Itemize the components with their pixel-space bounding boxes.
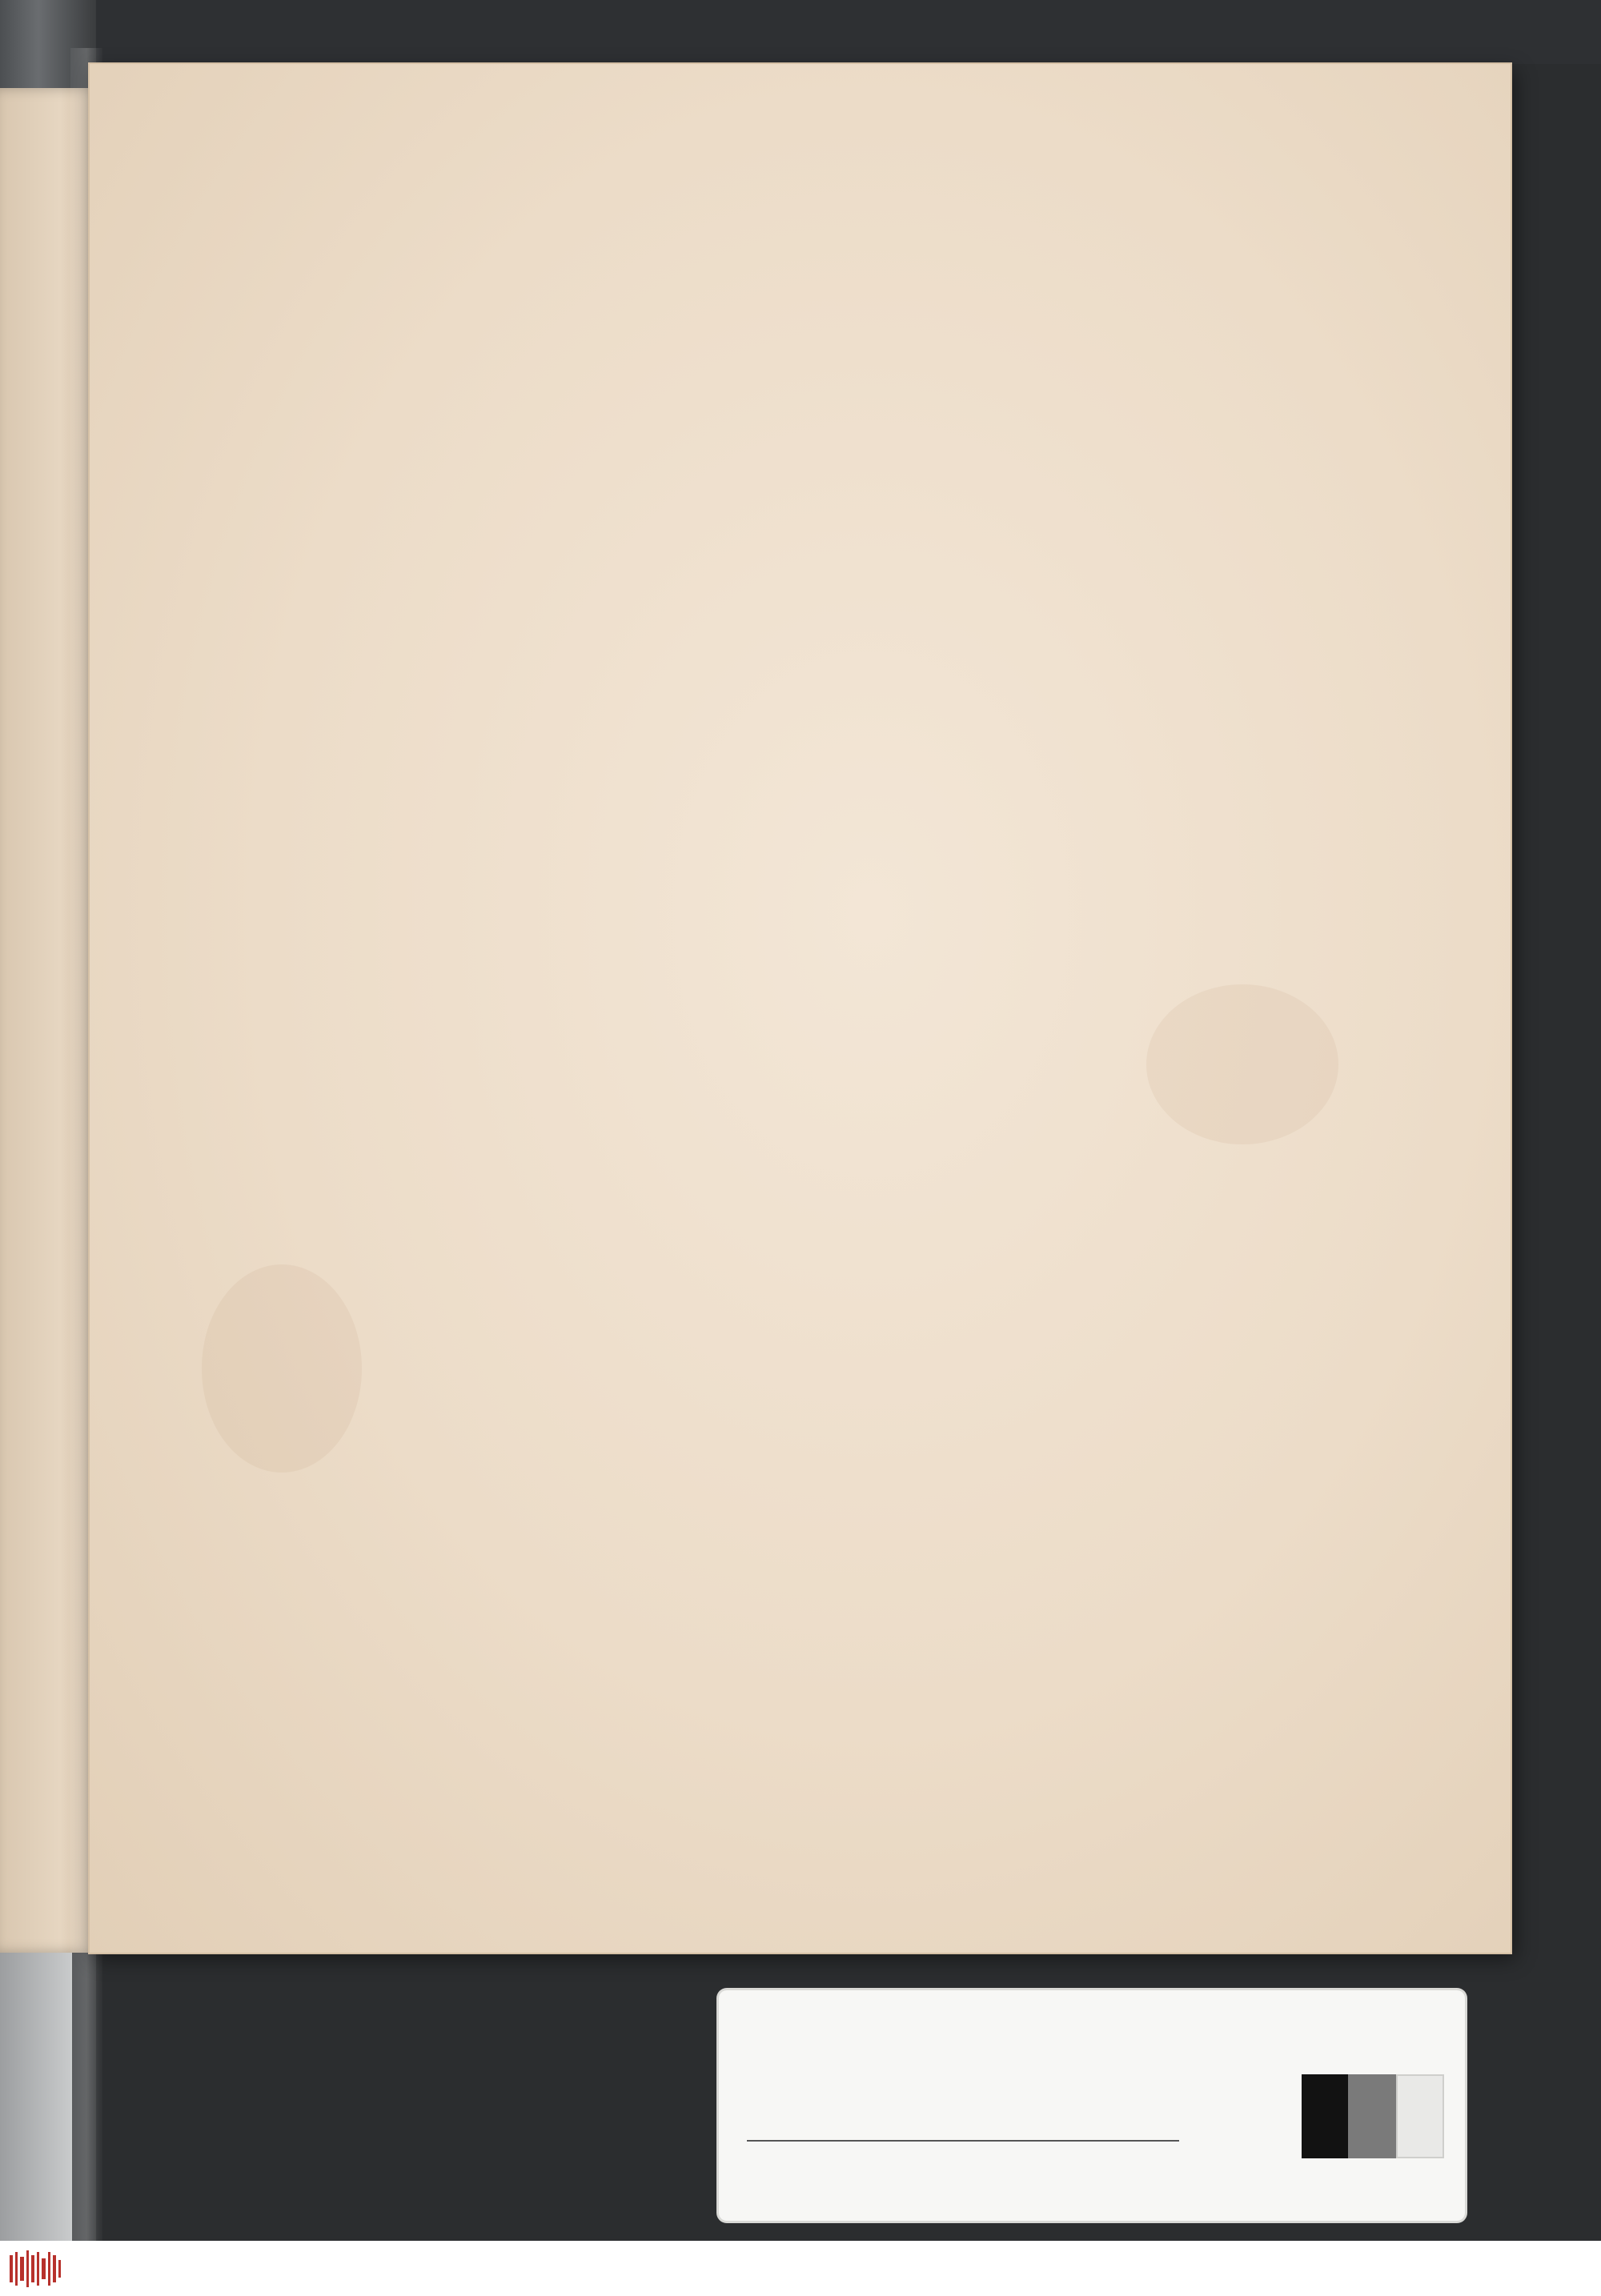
paper-stain [1146,984,1338,1144]
viewer-footer [0,2241,1601,2296]
paper-stain [202,1264,362,1473]
ruler-scale [747,2078,1179,2142]
glass-plate-edge [0,1953,72,2241]
page-text [290,240,1276,303]
hab-barcode-icon [8,2249,62,2289]
book-page [90,64,1511,1953]
color-calibration-card [719,1990,1465,2221]
ruler-numbers [736,2142,1185,2190]
scanner-background [0,0,1601,64]
page-footer-line [290,1689,1276,1735]
white-swatch [1396,2074,1444,2158]
gray-swatch [1348,2074,1396,2158]
section-number [290,240,1276,286]
black-swatch [1302,2074,1348,2158]
